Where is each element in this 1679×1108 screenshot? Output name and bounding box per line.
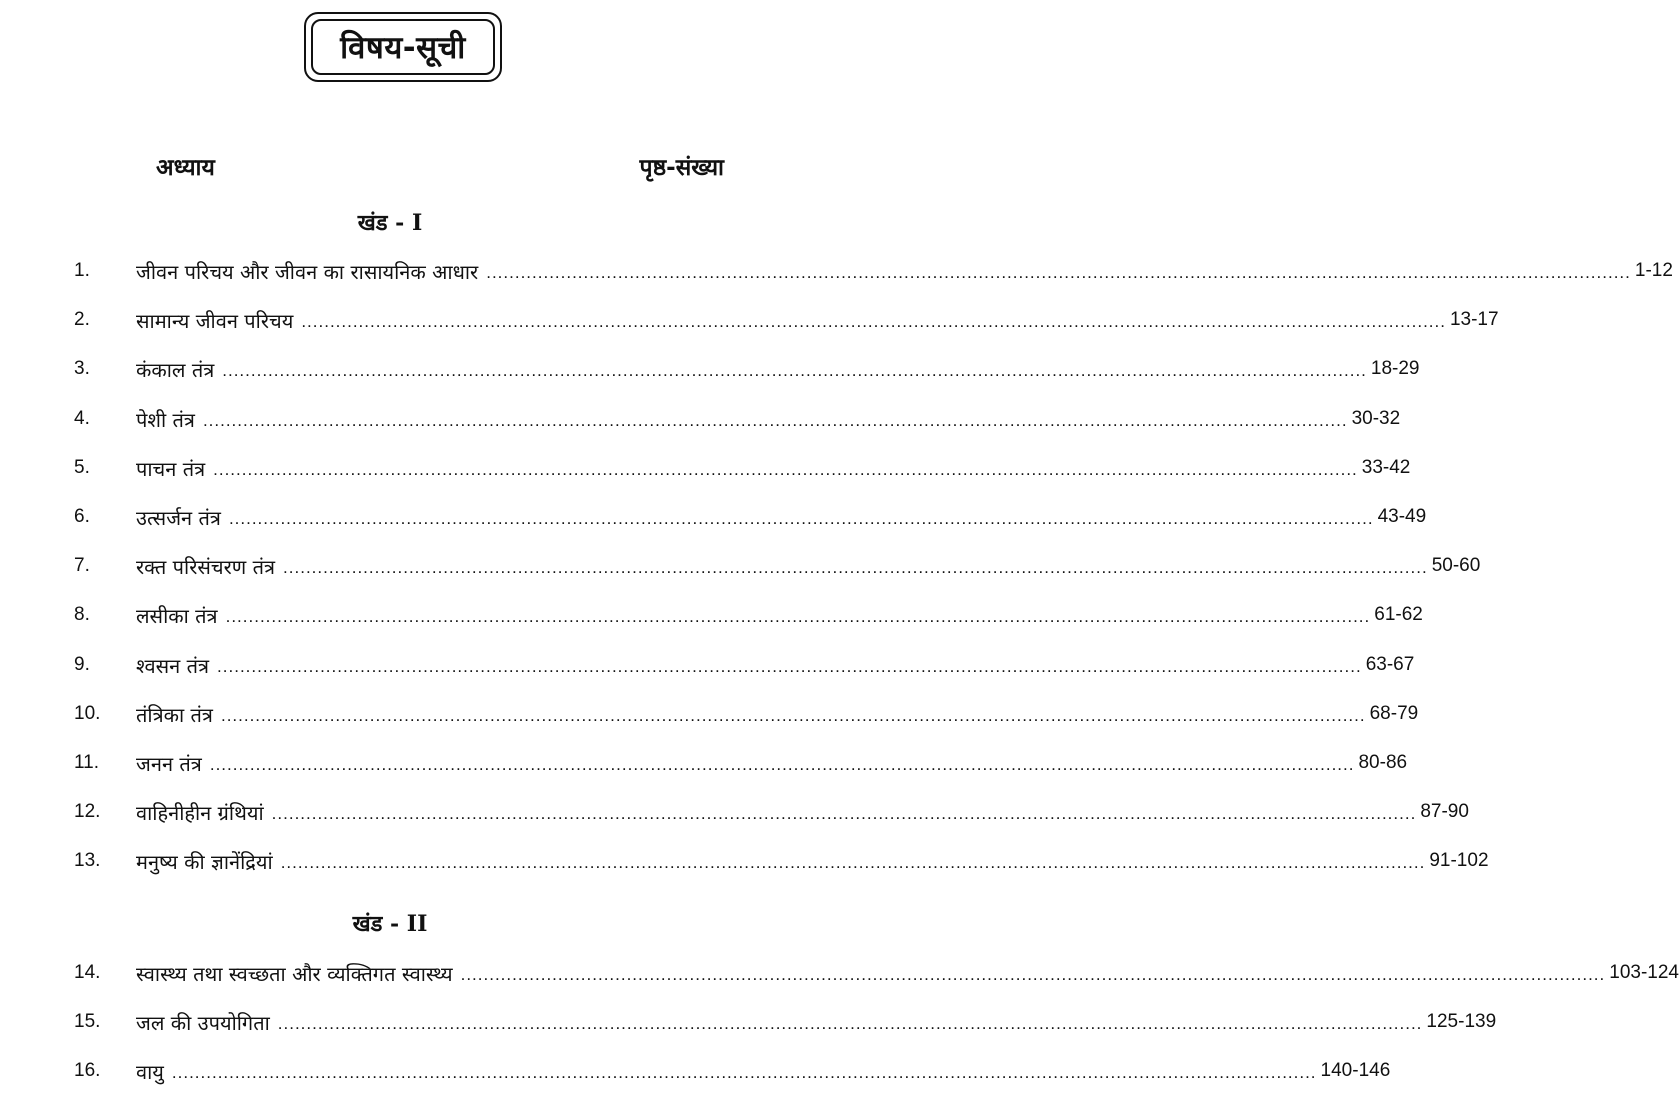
entry-title: वाहिनीहीन ग्रंथियां — [136, 800, 264, 825]
page-title: विषय-सूची — [311, 19, 495, 75]
entry-page-range: 33-42 — [1361, 457, 1411, 478]
entry-title: पाचन तंत्र — [136, 456, 206, 481]
dot-leader: ........................................................................................................................................................................................................ — [220, 706, 1366, 725]
entry-title: जल की उपयोगिता — [136, 1010, 270, 1035]
entry-page-range: 30-32 — [1351, 408, 1401, 429]
toc-entry — [74, 501, 1427, 533]
dot-leader: ........................................................................................................................................................................................................ — [486, 263, 1631, 282]
toc-entry — [74, 452, 1411, 484]
dot-leader: ........................................................................................................................................................................................................ — [277, 1014, 1423, 1033]
dot-leader: ........................................................................................................................................................................................................ — [228, 509, 1374, 528]
dot-leader: ........................................................................................................................................................................................................ — [280, 853, 1426, 872]
entry-title: रक्त परिसंचरण तंत्र — [136, 554, 276, 579]
entry-title: जीवन परिचय और जीवन का रासायनिक आधार — [136, 259, 479, 284]
entry-title: वायु — [136, 1059, 164, 1084]
entry-title: स्वास्थ्य तथा स्वच्छता और व्यक्तिगत स्वास्थ्य — [136, 961, 453, 986]
dot-leader: ........................................................................................................................................................................................................ — [217, 657, 1362, 676]
dot-leader: ........................................................................................................................................................................................................ — [283, 558, 1428, 577]
entry-title: श्वसन तंत्र — [136, 653, 210, 678]
entry-page-range: 1-12 — [1634, 260, 1673, 281]
entry-number: 11. — [74, 752, 100, 773]
dot-leader: ........................................................................................................................................................................................................ — [202, 411, 1348, 430]
chapter-column-header: अध्याय — [156, 155, 215, 181]
section-heading: खंड - I — [357, 210, 423, 236]
toc-entry — [74, 845, 1489, 877]
entry-title: पेशी तंत्र — [136, 407, 195, 432]
dot-leader: ........................................................................................................................................................................................................ — [213, 460, 1358, 479]
entry-title: उत्सर्जन तंत्र — [136, 505, 221, 530]
entry-page-range: 91-102 — [1429, 850, 1489, 871]
title-frame — [304, 12, 502, 82]
entry-page-range: 87-90 — [1420, 801, 1469, 822]
entry-number: 4. — [74, 408, 90, 429]
entry-title: जनन तंत्र — [136, 751, 202, 776]
dot-leader: ........................................................................................................................................................................................................ — [301, 312, 1446, 331]
entry-title: कंकाल तंत्र — [136, 357, 215, 382]
entry-number: 1. — [74, 260, 90, 281]
entry-page-range: 125-139 — [1426, 1011, 1497, 1032]
dot-leader: ........................................................................................................................................................................................................ — [209, 755, 1355, 774]
toc-entry — [74, 1006, 1497, 1038]
entry-number: 10. — [74, 703, 101, 724]
entry-title: मनुष्य की ज्ञानेंद्रियां — [136, 849, 273, 874]
dot-leader: ........................................................................................................................................................................................................ — [171, 1063, 1317, 1082]
toc-entry — [74, 255, 1673, 287]
toc-entry — [74, 599, 1423, 631]
entry-number: 8. — [74, 604, 90, 625]
toc-entry — [74, 957, 1679, 989]
entry-page-range: 43-49 — [1377, 506, 1427, 527]
toc-entry — [74, 550, 1481, 582]
dot-leader: ........................................................................................................................................................................................................ — [271, 804, 1417, 823]
entry-page-range: 103-124 — [1609, 962, 1679, 983]
entry-title: सामान्य जीवन परिचय — [136, 308, 294, 333]
entry-title: लसीका तंत्र — [136, 603, 218, 628]
entry-number: 14. — [74, 962, 101, 983]
dot-leader: ........................................................................................................................................................................................................ — [460, 965, 1606, 984]
entry-page-range: 68-79 — [1369, 703, 1419, 724]
entry-number: 13. — [74, 850, 101, 871]
entry-page-range: 140-146 — [1320, 1060, 1391, 1081]
entry-number: 16. — [74, 1060, 101, 1081]
entry-number: 7. — [74, 555, 90, 576]
toc-entry — [74, 796, 1469, 828]
dot-leader: ........................................................................................................................................................................................................ — [225, 607, 1371, 626]
entry-page-range: 13-17 — [1449, 309, 1499, 330]
entry-number: 6. — [74, 506, 90, 527]
page-number-column-header: पृष्ठ-संख्या — [639, 155, 724, 181]
toc-entry — [74, 698, 1419, 730]
dot-leader: ........................................................................................................................................................................................................ — [222, 361, 1367, 380]
toc-entry — [74, 403, 1401, 435]
entry-number: 15. — [74, 1011, 101, 1032]
entry-number: 2. — [74, 309, 90, 330]
entry-number: 5. — [74, 457, 90, 478]
entry-number: 12. — [74, 801, 101, 822]
entry-page-range: 50-60 — [1431, 555, 1481, 576]
entry-page-range: 63-67 — [1365, 654, 1415, 675]
toc-entry — [74, 353, 1420, 385]
toc-entry — [74, 1055, 1391, 1087]
entry-title: तंत्रिका तंत्र — [136, 702, 213, 727]
entry-number: 3. — [74, 358, 90, 379]
entry-page-range: 18-29 — [1370, 358, 1420, 379]
entry-page-range: 80-86 — [1358, 752, 1408, 773]
entry-page-range: 61-62 — [1374, 604, 1423, 625]
toc-entry — [74, 304, 1499, 336]
section-heading: खंड - II — [352, 911, 428, 937]
entry-number: 9. — [74, 654, 90, 675]
toc-entry — [74, 649, 1415, 681]
toc-entry — [74, 747, 1408, 779]
